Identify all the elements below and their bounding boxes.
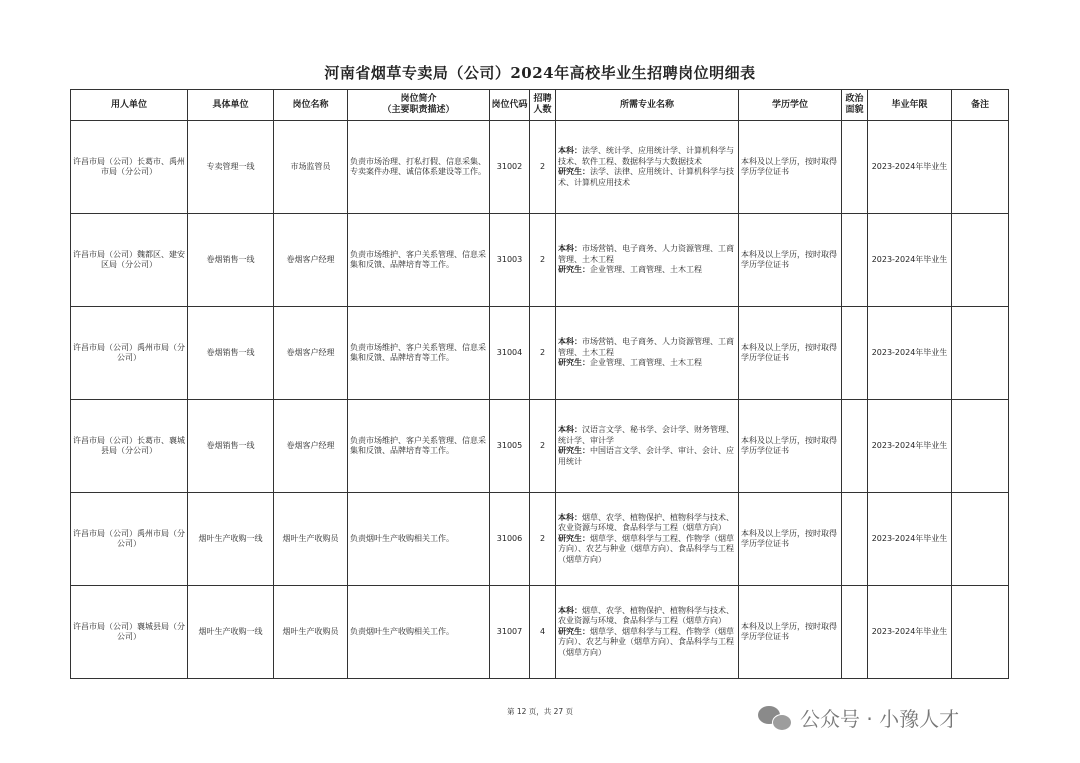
cell-post: 烟叶生产收购员 [274,586,348,679]
grad-label: 研究生： [558,167,590,176]
cell-edu: 本科及以上学历，按时取得学历学位证书 [739,307,842,400]
undergrad-label: 本科： [558,146,582,155]
cell-post: 市场监管员 [274,121,348,214]
cell-code: 31007 [490,586,530,679]
cell-count: 2 [530,400,556,493]
cell-remark [952,586,1009,679]
header-majors: 所需专业名称 [556,90,739,121]
grad-majors: 烟草学、烟草科学与工程、作物学（烟草方向）、农艺与种业（烟草方向）、食品科学与工程（烟草方向） [558,533,734,564]
header-edu: 学历学位 [739,90,842,121]
cell-post: 卷烟客户经理 [274,400,348,493]
undergrad-majors: 市场营销、电子商务、人力资源管理、工商管理、土木工程 [558,337,734,357]
cell-edu: 本科及以上学历，按时取得学历学位证书 [739,586,842,679]
cell-grad: 2023-2024年毕业生 [868,214,952,307]
cell-majors [556,214,739,307]
table-row [71,214,1009,307]
table-row [71,121,1009,214]
cell-count: 2 [530,307,556,400]
table-row [71,307,1009,400]
cell-grad: 2023-2024年毕业生 [868,586,952,679]
header-dept: 具体单位 [188,90,274,121]
cell-count: 2 [530,493,556,586]
cell-political [842,493,868,586]
page-footer: 第 12 页，共 27 页 [506,707,574,716]
cell-dept: 卷烟销售一线 [188,307,274,400]
cell-dept: 烟叶生产收购一线 [188,586,274,679]
cell-unit: 许昌市局（公司）魏都区、建安区局（分公司） [71,214,188,307]
undergrad-majors: 烟草、农学、植物保护、植物科学与技术、农业资源与环境、食品科学与工程（烟草方向） [558,605,734,626]
cell-desc: 负责烟叶生产收购相关工作。 [348,493,490,586]
header-desc-line1: 岗位简介 [400,94,437,104]
cell-count: 4 [530,586,556,679]
header-unit: 用人单位 [71,90,188,121]
cell-code: 31006 [490,493,530,586]
cell-political [842,307,868,400]
header-code: 岗位代码 [490,90,530,121]
undergrad-majors: 汉语言文学、秘书学、会计学、财务管理、统计学、审计学 [558,425,734,445]
cell-unit: 许昌市局（公司）禹州市局（分公司） [71,307,188,400]
grad-majors: 中国语言文学、会计学、审计、会计、应用统计 [558,446,734,466]
cell-unit: 许昌市局（公司）长葛市、襄城县局（分公司） [71,400,188,493]
cell-post: 卷烟客户经理 [274,214,348,307]
table-row [71,493,1009,586]
grad-label: 研究生： [558,265,590,275]
undergrad-majors: 市场营销、电子商务、人力资源管理、工商管理、土木工程 [558,244,734,264]
undergrad-label: 本科： [558,425,582,434]
cell-dept: 烟叶生产收购一线 [188,493,274,586]
wechat-icon [758,704,792,732]
header-remark: 备注 [952,90,1009,121]
header-political: 政治面貌 [842,90,868,121]
grad-majors: 法学、法律、应用统计、计算机科学与技术、计算机应用技术 [558,167,734,187]
cell-desc: 负责市场治理、打私打假、信息采集、专卖案件办理、诚信体系建设等工作。 [348,121,490,214]
cell-majors [556,493,739,586]
grad-label: 研究生： [558,358,590,368]
undergrad-majors: 法学、统计学、应用统计学、计算机科学与技术、软件工程、数据科学与大数据技术 [558,146,734,166]
cell-political [842,400,868,493]
grad-majors: 企业管理、工商管理、土木工程 [590,265,702,275]
table-header-row [71,90,1009,121]
cell-unit: 许昌市局（公司）禹州市局（分公司） [71,493,188,586]
cell-dept: 卷烟销售一线 [188,214,274,307]
cell-code: 31003 [490,214,530,307]
undergrad-label: 本科： [558,512,582,522]
header-desc [348,90,490,121]
cell-count: 2 [530,121,556,214]
cell-desc: 负责市场维护、客户关系管理、信息采集和反馈、品牌培育等工作。 [348,307,490,400]
cell-political [842,586,868,679]
header-count: 招聘人数 [530,90,556,121]
cell-remark [952,214,1009,307]
cell-edu: 本科及以上学历，按时取得学历学位证书 [739,400,842,493]
cell-political [842,214,868,307]
cell-edu: 本科及以上学历，按时取得学历学位证书 [739,214,842,307]
positions-table [70,89,1009,679]
cell-edu: 本科及以上学历，按时取得学历学位证书 [739,493,842,586]
cell-remark [952,121,1009,214]
cell-count: 2 [530,214,556,307]
undergrad-majors: 烟草、农学、植物保护、植物科学与技术、农业资源与环境、食品科学与工程（烟草方向） [558,512,734,533]
undergrad-label: 本科： [558,244,582,254]
cell-grad: 2023-2024年毕业生 [868,121,952,214]
cell-desc: 负责市场维护、客户关系管理、信息采集和反馈、品牌培育等工作。 [348,214,490,307]
table-row [71,400,1009,493]
header-desc-line2: （主要职责描述） [382,105,455,115]
cell-code: 31002 [490,121,530,214]
cell-political [842,121,868,214]
cell-unit: 许昌市局（公司）长葛市、禹州市局（分公司） [71,121,188,214]
undergrad-label: 本科： [558,337,582,347]
grad-majors: 企业管理、工商管理、土木工程 [590,358,702,368]
table-row [71,586,1009,679]
grad-label: 研究生： [558,533,590,543]
cell-grad: 2023-2024年毕业生 [868,400,952,493]
cell-remark [952,307,1009,400]
grad-majors: 烟草学、烟草科学与工程、作物学（烟草方向）、农艺与种业（烟草方向）、食品科学与工程（烟草方向） [558,626,734,657]
cell-majors [556,586,739,679]
header-grad: 毕业年限 [868,90,952,121]
watermark-text: 公众号 · 小豫人才 [800,707,960,731]
cell-grad: 2023-2024年毕业生 [868,307,952,400]
cell-majors [556,121,739,214]
cell-unit: 许昌市局（公司）襄城县局（分公司） [71,586,188,679]
cell-desc: 负责市场维护、客户关系管理、信息采集和反馈、品牌培育等工作。 [348,400,490,493]
document-title: 河南省烟草专卖局（公司）2024年高校毕业生招聘岗位明细表 [324,64,756,82]
grad-label: 研究生： [558,626,590,636]
cell-code: 31004 [490,307,530,400]
header-post: 岗位名称 [274,90,348,121]
cell-dept: 专卖管理一线 [188,121,274,214]
cell-majors [556,400,739,493]
cell-dept: 卷烟销售一线 [188,400,274,493]
grad-label: 研究生： [558,446,590,455]
cell-post: 烟叶生产收购员 [274,493,348,586]
cell-remark [952,493,1009,586]
cell-majors [556,307,739,400]
cell-edu: 本科及以上学历，按时取得学历学位证书 [739,121,842,214]
cell-desc: 负责烟叶生产收购相关工作。 [348,586,490,679]
cell-code: 31005 [490,400,530,493]
undergrad-label: 本科： [558,605,582,615]
cell-remark [952,400,1009,493]
watermark [758,703,959,732]
cell-post: 卷烟客户经理 [274,307,348,400]
cell-grad: 2023-2024年毕业生 [868,493,952,586]
